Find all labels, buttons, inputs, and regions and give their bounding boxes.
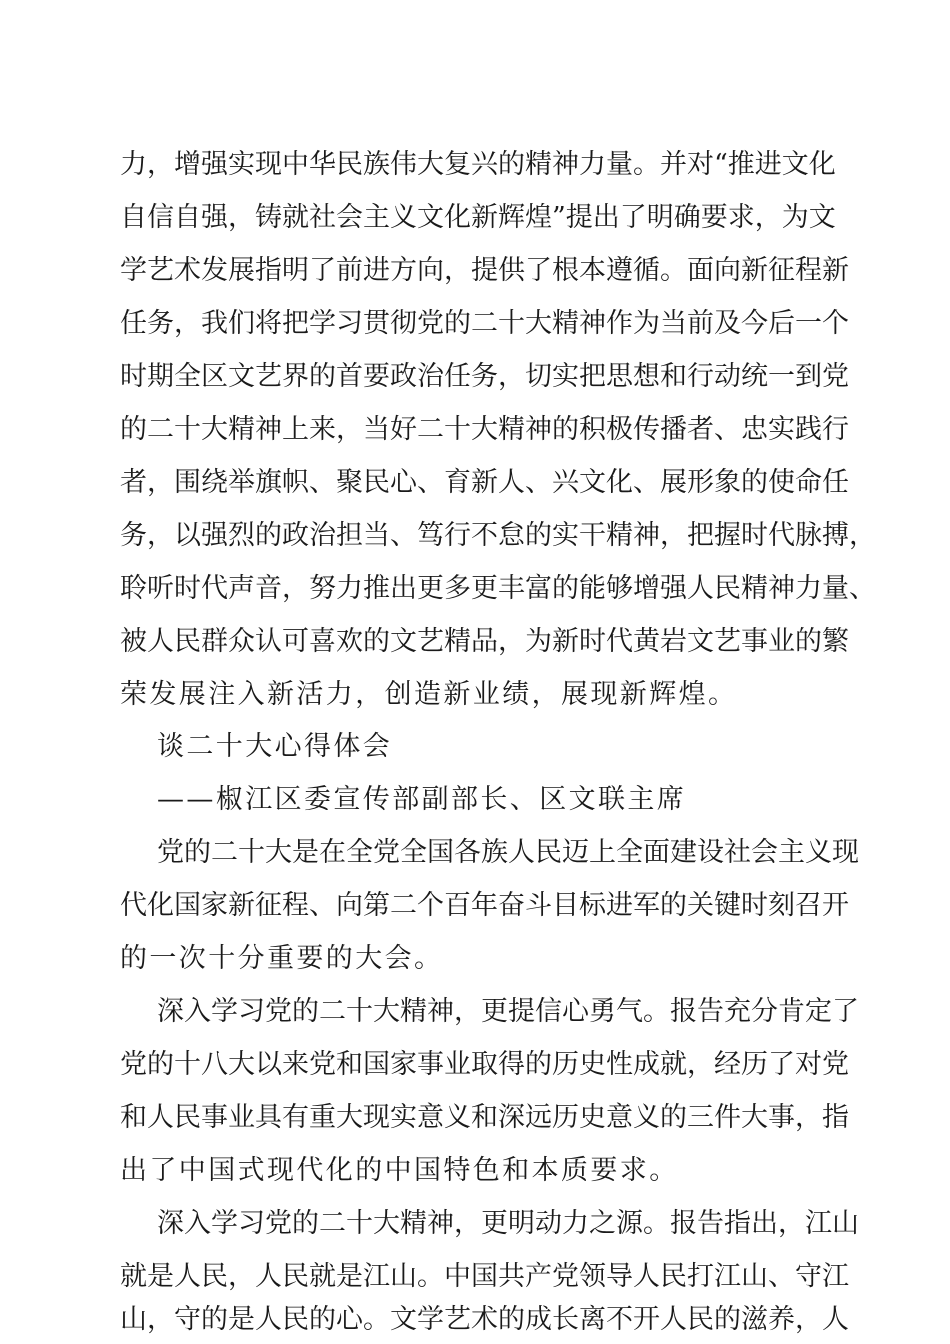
- paragraph-end-line: 出了中国式现代化的中国特色和本质要求。: [120, 1155, 679, 1186]
- author-byline: ——椒江区委宣传部副部长、区文联主席: [157, 784, 687, 815]
- text-line: 被人民群众认可喜欢的文艺精品，为新时代黄岩文艺事业的繁: [120, 626, 849, 657]
- text-line: 自信自强，铸就社会主义文化新辉煌”提出了明确要求，为文: [120, 202, 836, 233]
- paragraph-first-line: 深入学习党的二十大精神，更明动力之源。报告指出，江山: [157, 1208, 859, 1239]
- text-line: 时期全区文艺界的首要政治任务，切实把思想和行动统一到党: [120, 361, 849, 392]
- section-title: 谈二十大心得体会: [157, 731, 393, 762]
- paragraph-end-line: 荣发展注入新活力，创造新业绩，展现新辉煌。: [120, 679, 738, 710]
- text-line: 者，围绕举旗帜、聚民心、育新人、兴文化、展形象的使命任: [120, 467, 849, 498]
- paragraph-first-line: 深入学习党的二十大精神，更提信心勇气。报告充分肯定了: [157, 996, 859, 1027]
- text-line: 和人民事业具有重大现实意义和深远历史意义的三件大事，指: [120, 1102, 849, 1133]
- text-line: 就是人民，人民就是江山。中国共产党领导人民打江山、守江: [120, 1261, 849, 1292]
- paragraph-end-line: 的一次十分重要的大会。: [120, 943, 444, 974]
- text-line: 代化国家新征程、向第二个百年奋斗目标进军的关键时刻召开: [120, 890, 849, 921]
- text-line: 学艺术发展指明了前进方向，提供了根本遵循。面向新征程新: [120, 255, 849, 286]
- paragraph-first-line: 党的二十大是在全党全国各族人民迈上全面建设社会主义现: [157, 837, 859, 868]
- text-line: 党的十八大以来党和国家事业取得的历史性成就，经历了对党: [120, 1049, 849, 1080]
- text-line: 务，以强烈的政治担当、笃行不怠的实干精神，把握时代脉搏，: [120, 520, 876, 551]
- text-line: 力，增强实现中华民族伟大复兴的精神力量。并对“推进文化: [120, 149, 836, 180]
- text-line: 任务，我们将把学习贯彻党的二十大精神作为当前及今后一个: [120, 308, 849, 339]
- text-line: 聆听时代声音，努力推出更多更丰富的能够增强人民精神力量、: [120, 573, 876, 604]
- text-line: 山，守的是人民的心。文学艺术的成长离不开人民的滋养，人: [120, 1304, 849, 1335]
- text-line: 的二十大精神上来，当好二十大精神的积极传播者、忠实践行: [120, 414, 849, 445]
